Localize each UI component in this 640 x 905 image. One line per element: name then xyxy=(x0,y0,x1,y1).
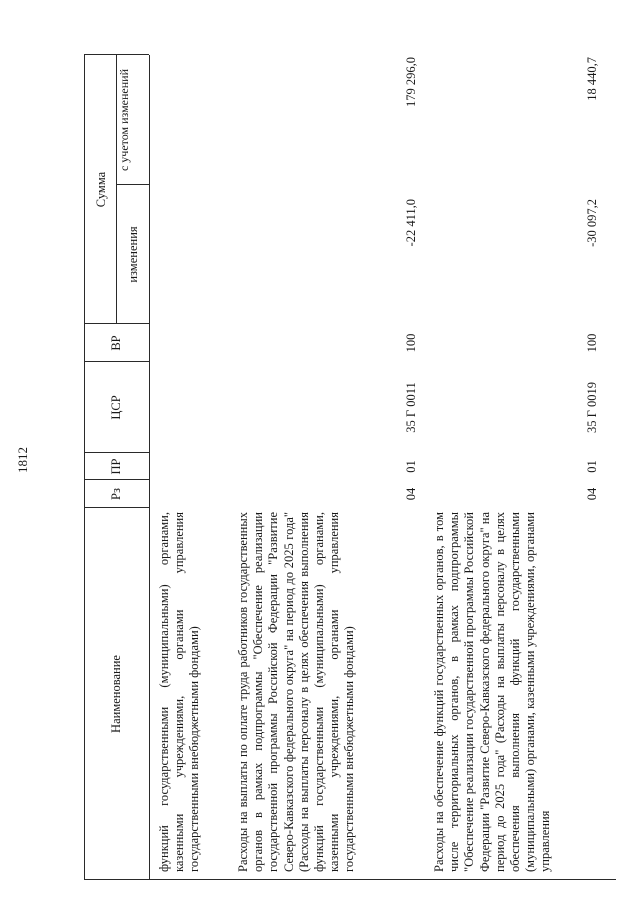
row-2-rz: 04 xyxy=(404,487,418,501)
row-1-description: функций государственными (муниципальными) органами, казенными учреждениями, органами управления государственными внебюджетными фондами) xyxy=(157,512,202,872)
header-csr: ЦСР xyxy=(109,395,123,420)
page-number: 1812 xyxy=(15,447,30,473)
row-2-total: 179 296,0 xyxy=(404,57,418,107)
row-2-csr: 35 Г 0011 xyxy=(404,382,418,433)
rotated-page xyxy=(16,40,616,880)
table-left-border xyxy=(84,879,616,880)
header-pr: ПР xyxy=(109,458,123,475)
row-3-rz: 04 xyxy=(585,487,599,501)
table-top-border xyxy=(84,55,85,880)
header-name: Наименование xyxy=(109,655,123,733)
row-2-vr: 100 xyxy=(404,333,418,353)
row-3-vr: 100 xyxy=(585,333,599,353)
header-bottom-border xyxy=(149,55,150,880)
row-3-description: Расходы на обеспечение функций государственных органов, в том числе территориальных органов, в рамках подпрограммы "Обеспечение реализации государственной программы Российской Федерации "Развитие Северо-Кавказского федерального округа" на период до 2025 года" (Расходы на выплаты персоналу в целях обеспечения выполнения функций государственными (муниципальными) органами, казенными учреждениями, органами управления xyxy=(432,512,553,872)
header-sum: Сумма xyxy=(94,171,108,208)
row-2-description: Расходы на выплаты по оплате труда работников государственных органов в рамках подпрограммы "Обеспечение реализации государственной программы Российской Федерации "Развитие Северо-Кавказского федерального округа" на период до 2025 года" (Расходы на выплаты персоналу в целях обеспечения выполнения функций государственными (муниципальными) органами, казенными учреждениями, органами управления государственными внебюджетными фондами) xyxy=(236,512,357,872)
header-vr: ВР xyxy=(109,335,123,351)
row-3-pr: 01 xyxy=(585,460,599,473)
header-with-changes: с учетом изменений xyxy=(117,68,131,172)
row-2-change: -22 411,0 xyxy=(404,199,418,247)
row-3-csr: 35 Г 0019 xyxy=(585,382,599,433)
header-rz: Рз xyxy=(109,488,123,500)
row-3-total: 18 440,7 xyxy=(585,57,599,101)
row-3-change: -30 097,2 xyxy=(585,199,599,247)
row-2-pr: 01 xyxy=(404,460,418,473)
header-change: изменения xyxy=(126,226,140,283)
